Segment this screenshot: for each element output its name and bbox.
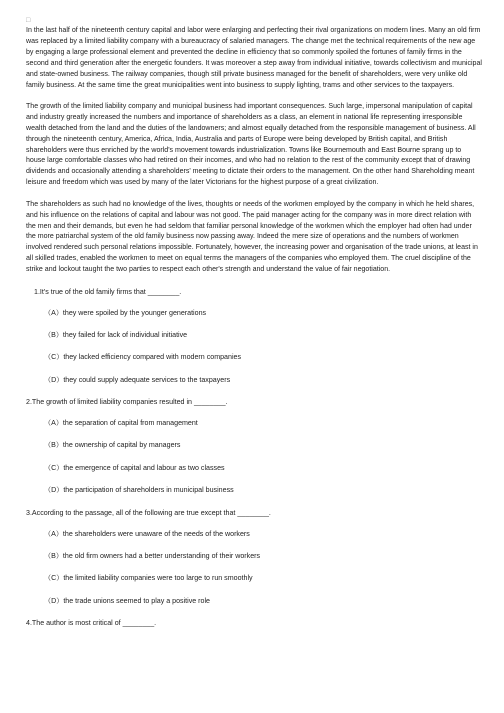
document-page <box>26 16 482 639</box>
question-1-option-b[interactable] <box>44 330 482 340</box>
option-text: the old firm owners had a better understanding of their workers <box>62 552 261 561</box>
option-text: the shareholders were unaware of the needs of the workers <box>62 529 250 538</box>
question-3-option-a[interactable] <box>44 529 482 539</box>
option-letter: （D） <box>44 596 64 605</box>
option-text: they lacked efficiency compared with modern companies <box>63 353 242 362</box>
question-1-stem: 1.It's true of the old family firms that ________. <box>34 287 182 296</box>
option-letter: （C） <box>44 463 64 472</box>
question-1-option-a[interactable] <box>44 308 482 318</box>
option-text: they failed for lack of individual initiative <box>62 330 188 339</box>
option-letter: （B） <box>44 330 63 339</box>
option-text: the trade unions seemed to play a positive role <box>63 596 211 605</box>
question-3-option-c[interactable] <box>44 573 482 583</box>
option-letter: （D） <box>44 375 64 384</box>
option-text: the limited liability companies were too large to run smoothly <box>63 574 253 583</box>
option-text: the ownership of capital by managers <box>62 441 181 450</box>
option-letter: （C） <box>44 353 64 362</box>
question-3-option-d[interactable] <box>44 596 482 606</box>
question-1-option-d[interactable] <box>44 375 482 385</box>
option-letter: （A） <box>44 419 63 428</box>
option-text: they could supply adequate services to the taxpayers <box>63 375 231 384</box>
option-letter: （D） <box>44 486 64 495</box>
option-letter: （B） <box>44 441 63 450</box>
question-3-option-b[interactable] <box>44 551 482 561</box>
option-text: they were spoiled by the younger generations <box>62 308 207 317</box>
option-text: the participation of shareholders in municipal business <box>63 486 234 495</box>
question-3-stem: 3.According to the passage, all of the following are true except that ________. <box>26 508 271 517</box>
question-2-option-b[interactable] <box>44 440 482 450</box>
option-text: the emergence of capital and labour as two classes <box>63 463 225 472</box>
passage-paragraph-2: The growth of the limited liability company and municipal business had important consequences. Such large, impersonal manipulation of capital and industry greatly increased the numbers and importance of shareholders as a class, an element in national life representing irresponsible wealth detached from the land and the duties of the landowners; and almost equally detached from the responsible management of business. All through the nineteenth century, America, Africa, India, Australia and parts of Europe were being developed by British capital, and British shareholders were thus enriched by the world's movement towards industrialization. Towns like Bournemouth and East Bourne sprang up to house large comfortable classes who had retired on their incomes, and who had no relation to the rest of the community except that of drawing dividends and occasionally attending a shareholders' meeting to dictate their orders to the management. On the other hand Shareholding meant leisure and freedom which was used by many of the later Victorians for the highest purpose of a great civilization. <box>26 102 476 187</box>
passage-paragraph-3: The shareholders as such had no knowledge of the lives, thoughts or needs of the workmen employed by the company in which he held shares, and his influence on the relations of capital and labour was not good. The paid manager acting for the company was in more direct relation with the men and their demands, but even he had seldom that familiar personal knowledge of the workmen which the employer had often had under the more patriarchal system of the old family business now passing away. Indeed the mere size of operations and the numbers of workmen involved rendered such personal relations impossible. Fortunately, however, the increasing power and organisation of the trade unions, at least in all skilled trades, enabled the workmen to meet on equal terms the managers of the companies who employed them. The cruel discipline of the strike and lockout taught the two parties to respect each other's strength and understand the value of fair negotiation. <box>26 200 478 274</box>
option-letter: （A） <box>44 308 63 317</box>
question-list <box>26 287 482 629</box>
question-1-option-c[interactable] <box>44 352 482 362</box>
question-2-option-a[interactable] <box>44 418 482 428</box>
question-2-option-c[interactable] <box>44 463 482 473</box>
question-2-stem: 2.The growth of limited liability companies resulted in ________. <box>26 398 228 407</box>
question-4-stem: 4.The author is most critical of ________. <box>26 619 157 628</box>
option-letter: （A） <box>44 529 63 538</box>
option-letter: （C） <box>44 574 64 583</box>
option-text: the separation of capital from management <box>62 419 198 428</box>
passage-paragraph-1: In the last half of the nineteenth century capital and labor were enlarging and perfecting their rival organizations on modern lines. Many an old firm was replaced by a limited liability company with a bureaucracy of salaried managers. The change met the technical requirements of the new age by engaging a large professional element and prevented the decline in efficiency that so commonly spoiled the fortunes of family firms in the second and third generation after the energetic founders. It was moreover a step away from individual initiative, towards collectivism and municipal and state-owned business. The railway companies, though still private business managed for the benefit of shareholders, were very unlike old family business. At the same time the great municipalities went into business to supply lighting, trams and other services to the taxpayers. <box>26 27 482 89</box>
option-letter: （B） <box>44 552 63 561</box>
page-marker: □ <box>26 17 31 24</box>
question-2-option-d[interactable] <box>44 485 482 495</box>
